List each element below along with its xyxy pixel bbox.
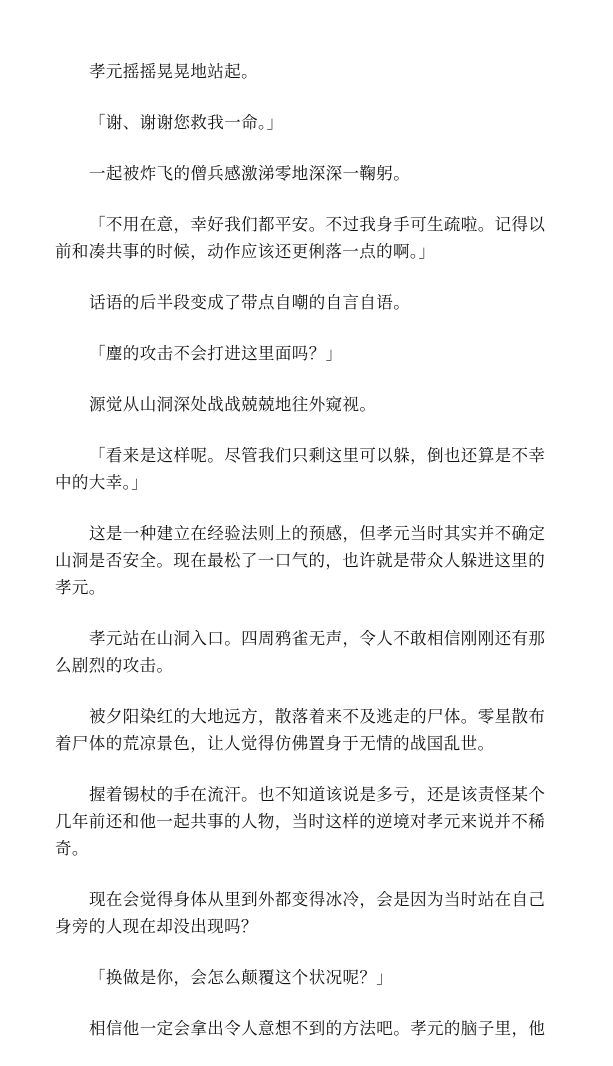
paragraph: 「换做是你，会怎么颠覆这个状况呢？」	[89, 968, 394, 987]
paragraph: 现在会觉得身体从里到外都变得冰冷，会是因为当时站在自己身旁的人现在却没出现吗？	[55, 890, 546, 936]
paragraph: 孝元摇摇晃晃地站起。	[89, 62, 258, 81]
paragraph: 这是一种建立在经验法则上的预感，但孝元当时其实并不确定山洞是否安全。现在最松了一口气的，也许就是带众人躲进这里的孝元。	[55, 524, 546, 597]
paragraph: 「谢、谢谢您救我一命。」	[89, 113, 284, 132]
novel-text-body	[55, 58, 555, 1066]
paragraph: 握着锡杖的手在流汗。也不知道该说是多亏，还是该责怪某个几年前还和他一起共事的人物，当时这样的逆境对孝元来说并不稀奇。	[55, 785, 546, 858]
paragraph: 「看来是这样呢。尽管我们只剩这里可以躲，倒也还算是不幸中的大幸。」	[55, 446, 546, 492]
paragraph: 被夕阳染红的大地远方，散落着来不及逃走的尸体。零星散布着尸体的荒凉景色，让人觉得仿佛置身于无情的战国乱世。	[55, 707, 546, 753]
paragraph: 一起被炸飞的僧兵感激涕零地深深一鞠躬。	[89, 164, 411, 183]
paragraph: 孝元站在山洞入口。四周鸦雀无声，令人不敢相信刚刚还有那么剧烈的攻击。	[55, 629, 546, 675]
paragraph: 源觉从山洞深处战战兢兢地往外窥视。	[89, 395, 377, 414]
paragraph: 「不用在意，幸好我们都平安。不过我身手可生疏啦。记得以前和凑共事的时候，动作应该还更俐落一点的啊。」	[55, 215, 546, 261]
paragraph: 相信他一定会拿出令人意想不到的方法吧。孝元的脑子里，他	[89, 1019, 546, 1038]
paragraph: 话语的后半段变成了带点自嘲的自言自语。	[89, 293, 411, 312]
paragraph: 「麈的攻击不会打进这里面吗？」	[89, 344, 343, 363]
